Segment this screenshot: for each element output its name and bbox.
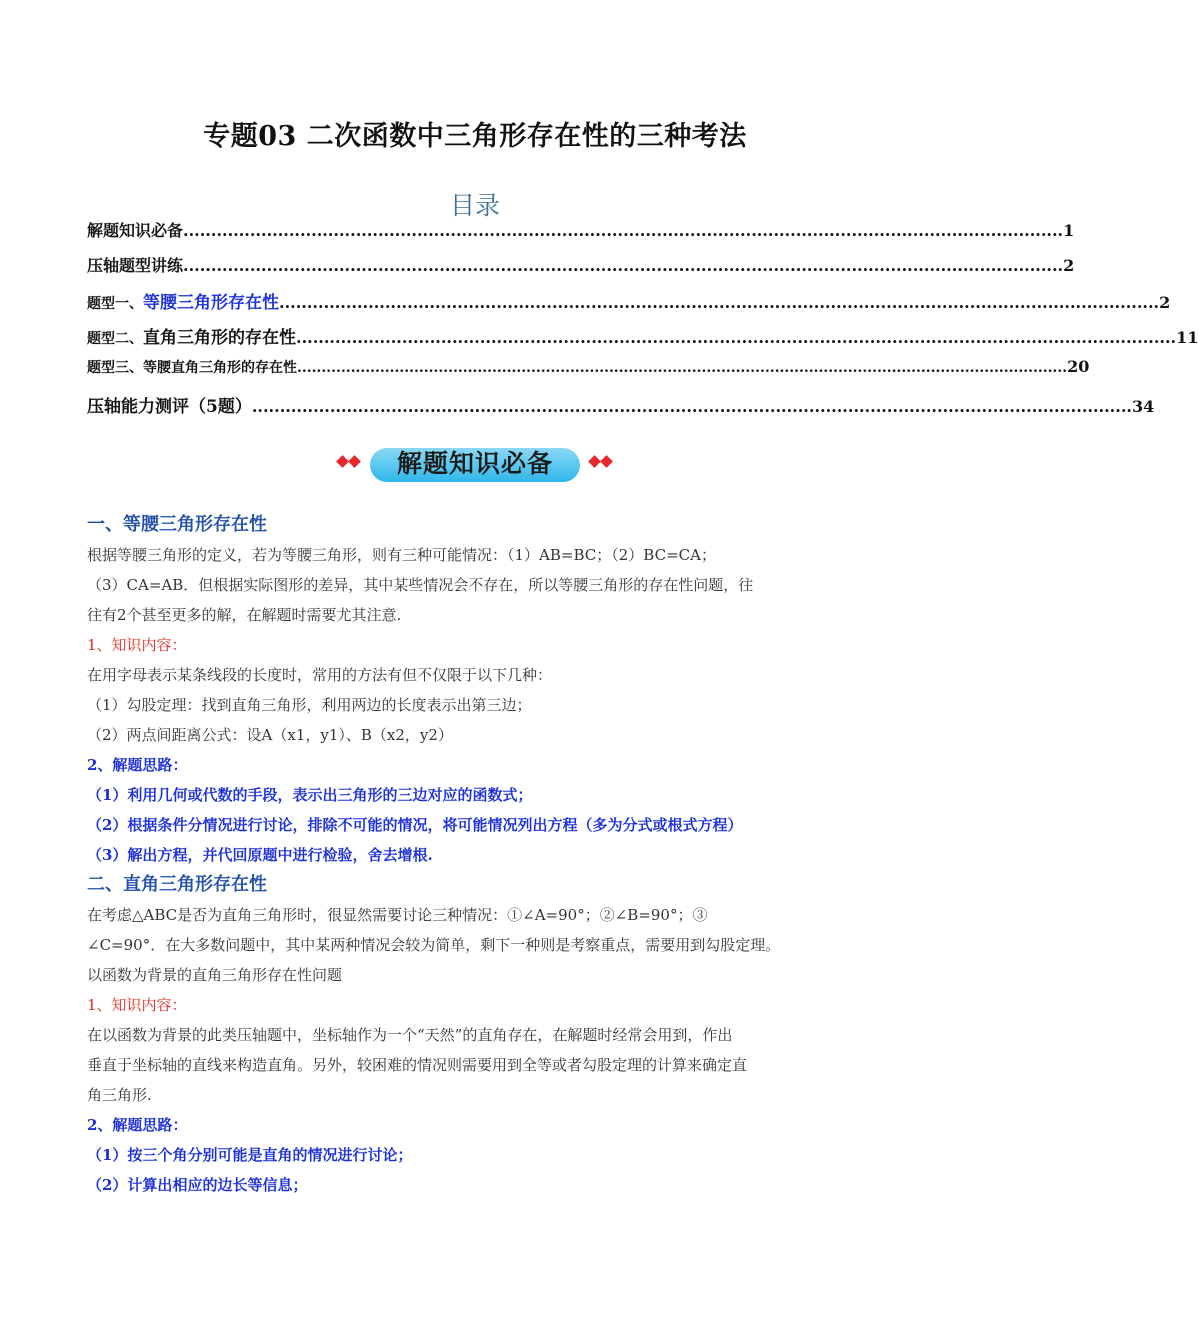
thinking-step: （2）根据条件分情况进行讨论，排除不可能的情况，将可能情况列出方程（多为分式或根式方程） <box>87 816 743 834</box>
paragraph-line: （1）勾股定理：找到直角三角形，利用两边的长度表示出第三边； <box>87 696 532 714</box>
thinking-step: （2）计算出相应的边长等信息； <box>87 1176 308 1194</box>
paragraph-line: 根据等腰三角形的定义，若为等腰三角形，则有三种可能情况：（1）AB=BC；（2）BC=CA； <box>87 546 716 564</box>
toc-entry-type1[interactable] <box>87 288 1171 323</box>
toc-heading: 目录 <box>449 191 500 220</box>
toc-entry-prefix: 题型二、 <box>87 331 143 347</box>
toc-entry-page: 2 <box>1063 256 1075 275</box>
table-of-contents <box>87 218 1198 426</box>
toc-leader-dots: .............................................................................................................................................................. <box>296 328 1177 347</box>
thinking-label: 2、解题思路： <box>87 1116 188 1134</box>
paragraph-line: 往有2个甚至更多的解，在解题时需要尤其注意. <box>87 606 402 624</box>
paragraph-line: （2）两点间距离公式：设A（x1，y1）、B（x2，y2） <box>87 726 453 744</box>
paragraph-line: 角三角形. <box>87 1086 152 1104</box>
content-body <box>87 510 887 1200</box>
banner-text: 解题知识必备 <box>396 449 553 478</box>
toc-entry-label: 等腰三角形存在性 <box>143 293 279 313</box>
toc-leader-dots: .............................................................................................................................................................. <box>183 256 1064 275</box>
paragraph-line: 在以函数为背景的此类压轴题中，坐标轴作为一个“天然”的直角存在，在解题时经常会用到，作出 <box>87 1026 733 1044</box>
knowledge-label: 1、知识内容： <box>87 996 187 1014</box>
toc-entry-type2[interactable] <box>87 323 1198 357</box>
toc-leader-dots: .............................................................................................................................................................. <box>183 221 1064 240</box>
toc-leader-dots: .............................................................................................................................................................. <box>279 293 1160 312</box>
toc-entry-page: 1 <box>1063 221 1075 240</box>
toc-entry-label: 题型三、等腰直角三角形的存在性 <box>87 360 297 376</box>
toc-entry-prefix: 题型一、 <box>87 296 143 312</box>
thinking-step: （3）解出方程，并代回原题中进行检验，舍去增根. <box>87 846 433 864</box>
thinking-step: （1）按三个角分别可能是直角的情况进行讨论； <box>87 1146 413 1164</box>
toc-entry-page: 34 <box>1131 397 1155 416</box>
paragraph-line: ∠C=90°．在大多数问题中，其中某两种情况会较为简单，剩下一种则是考察重点，需要用到勾股定理。 <box>87 936 781 954</box>
section-banner <box>334 442 616 484</box>
thinking-label: 2、解题思路： <box>87 756 188 774</box>
diamond-icon <box>588 455 601 468</box>
toc-entry-type3[interactable] <box>87 357 1090 392</box>
diamond-icon <box>600 455 613 468</box>
toc-leader-dots: .............................................................................................................................................................. <box>297 360 1068 376</box>
toc-entry-test[interactable] <box>87 392 1155 426</box>
section-heading: 一、等腰三角形存在性 <box>87 514 267 535</box>
page-title: 专题03 二次函数中三角形存在性的三种考法 <box>203 121 747 152</box>
toc-entry-page: 2 <box>1159 293 1171 312</box>
diamond-icon <box>348 455 361 468</box>
toc-entry-page: 11 <box>1176 328 1198 347</box>
paragraph-line: 垂直于坐标轴的直线来构造直角。另外，较困难的情况则需要用到全等或者勾股定理的计算来确定直 <box>87 1056 748 1074</box>
paragraph-line: 在考虑△ABC是否为直角三角形时，很显然需要讨论三种情况：①∠A=90°；②∠B=90°；③ <box>87 906 708 924</box>
thinking-step: （1）利用几何或代数的手段，表示出三角形的三边对应的函数式； <box>87 786 533 804</box>
paragraph-line: （3）CA=AB．但根据实际图形的差异，其中某些情况会不存在，所以等腰三角形的存在性问题，往 <box>87 576 754 594</box>
toc-entry-label: 解题知识必备 <box>87 221 184 240</box>
toc-entry-practice[interactable] <box>87 252 1075 288</box>
toc-entry-label-wrap <box>87 323 296 348</box>
toc-entry-label: 直角三角形的存在性 <box>143 328 296 348</box>
toc-entry-label: 压轴能力测评（5题） <box>87 397 252 417</box>
diamond-icon <box>336 455 349 468</box>
paragraph-line: 在用字母表示某条线段的长度时，常用的方法有但不仅限于以下几种： <box>87 666 553 684</box>
paragraph-line: 以函数为背景的直角三角形存在性问题 <box>87 966 343 984</box>
toc-entry-knowledge[interactable] <box>87 218 1075 252</box>
toc-entry-page: 20 <box>1067 357 1090 376</box>
section-heading: 二、直角三角形存在性 <box>87 874 267 895</box>
knowledge-label: 1、知识内容： <box>87 636 187 654</box>
toc-leader-dots: .............................................................................................................................................................. <box>251 397 1132 416</box>
toc-entry-label: 压轴题型讲练 <box>87 256 184 275</box>
toc-entry-label-wrap <box>87 288 279 313</box>
